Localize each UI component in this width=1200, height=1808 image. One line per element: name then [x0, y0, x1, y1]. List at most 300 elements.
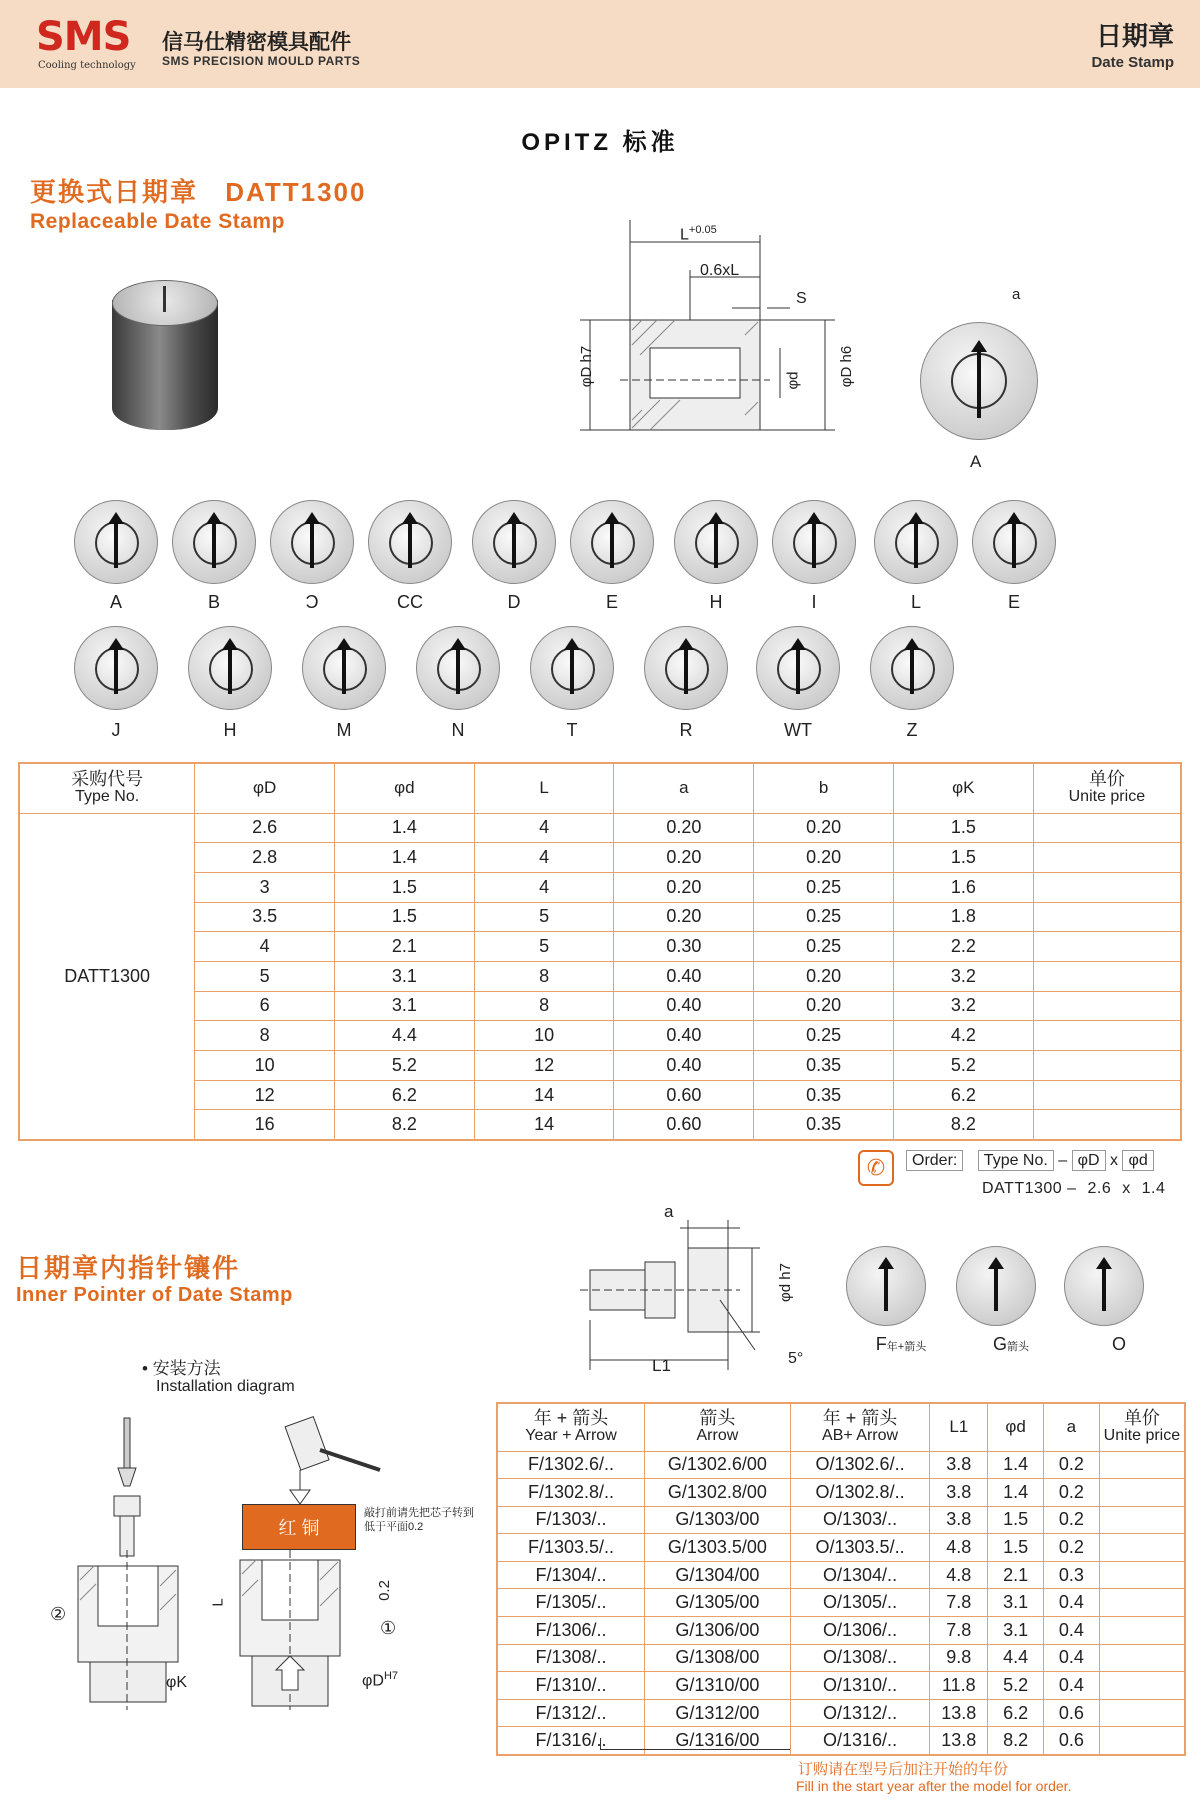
table-cell: F/1305/.. — [497, 1589, 645, 1617]
arrow-icon — [114, 642, 118, 694]
table-cell: 1.5 — [893, 843, 1033, 873]
table-cell: 6 — [195, 991, 335, 1021]
arrow-icon — [977, 344, 981, 418]
table-cell: 0.4 — [1044, 1589, 1100, 1617]
table-cell: 1.4 — [988, 1451, 1044, 1479]
table-cell: F/1303/.. — [497, 1506, 645, 1534]
table-cell: 14 — [474, 1080, 614, 1110]
dim-L — [680, 224, 717, 244]
table-cell: 5.2 — [335, 1051, 475, 1081]
table-cell: 0.35 — [754, 1110, 894, 1140]
dim-phiD-h6: φD h6 — [838, 345, 856, 388]
table-cell: O/1302.6/.. — [790, 1451, 930, 1479]
price-cell — [1033, 813, 1181, 843]
table-cell: 4.2 — [893, 1021, 1033, 1051]
table-cell: 1.5 — [893, 813, 1033, 843]
table2-col-price — [1099, 1403, 1185, 1451]
install-title-cn: • 安装方法 — [142, 1359, 221, 1378]
table-cell: 2.1 — [335, 932, 475, 962]
table-cell: 0.35 — [754, 1051, 894, 1081]
table-cell: 10 — [474, 1021, 614, 1051]
table1-col-type — [19, 763, 195, 813]
table1-col-b: b — [754, 763, 894, 813]
table-cell: G/1305/00 — [645, 1589, 791, 1617]
dial-dialRow2-1 — [188, 626, 272, 710]
table-cell: O/1303.5/.. — [790, 1534, 930, 1562]
header-category-en: Date Stamp — [1091, 54, 1174, 71]
table-cell: 1.4 — [335, 813, 475, 843]
table-cell: 0.20 — [754, 961, 894, 991]
table-cell: 1.6 — [893, 872, 1033, 902]
header-category-cn: 日期章 — [1095, 21, 1174, 51]
pointer-type-code: O — [1111, 1334, 1126, 1354]
pointer-type-label — [966, 1334, 1056, 1355]
table-cell: O/1310/.. — [790, 1672, 930, 1700]
table-cell: 4.4 — [335, 1021, 475, 1051]
dim-phiD-h7: φD h7 — [578, 345, 596, 388]
section2-title-cn: 日期章内指针镶件 — [16, 1253, 241, 1283]
table-cell: 0.20 — [754, 991, 894, 1021]
table-cell: 3.2 — [893, 991, 1033, 1021]
table-cell: 0.4 — [1044, 1672, 1100, 1700]
table1-col-type-cn: 采购代号 — [71, 769, 144, 790]
table-cell: 12 — [195, 1080, 335, 1110]
dial-label: WT — [784, 720, 812, 740]
arrow-icon — [994, 1261, 998, 1311]
table1-col-price-en: Unite price — [1068, 788, 1146, 806]
table2-col-arrow-en: Arrow — [696, 1427, 739, 1445]
table-cell: 0.2 — [1044, 1506, 1100, 1534]
install-dim-02: 0.2 — [375, 1580, 393, 1601]
arrow-icon — [714, 516, 718, 568]
table-cell: 0.20 — [614, 902, 754, 932]
install-dim-phiK: φK — [166, 1674, 188, 1691]
table-cell: 0.25 — [754, 902, 894, 932]
arrow-icon — [1102, 1261, 1106, 1311]
table-cell: G/1306/00 — [645, 1617, 791, 1645]
table2-col-year-arrow — [497, 1403, 645, 1451]
arrow-icon — [570, 642, 574, 694]
table2-col-year-arrow-cn: 年 + 箭头 — [533, 1408, 609, 1429]
table-row — [497, 1644, 1185, 1672]
dial-label: E — [605, 592, 618, 612]
arrow-icon — [456, 642, 460, 694]
table-cell: 9.8 — [930, 1644, 988, 1672]
logo: SMS — [36, 14, 131, 60]
table-cell: 6.2 — [988, 1699, 1044, 1727]
dial-dialRow1-0 — [74, 500, 158, 584]
table1-col-price-cn: 单价 — [1088, 769, 1125, 790]
table-cell: 8.2 — [988, 1727, 1044, 1755]
table-cell: 0.6 — [1044, 1699, 1100, 1727]
install-step-2: ② — [50, 1604, 67, 1624]
price-cell — [1033, 902, 1181, 932]
company-name-cn: 信马仕精密模具配件 — [162, 31, 351, 54]
install-dim-L: L — [209, 1598, 227, 1607]
table-row — [497, 1506, 1185, 1534]
table-cell: 0.40 — [614, 991, 754, 1021]
dim-phid: φd — [784, 371, 802, 390]
install-title-en: Installation diagram — [156, 1378, 295, 1395]
table-cell: 0.35 — [754, 1080, 894, 1110]
table2-col-a: a — [1044, 1403, 1100, 1451]
table-cell: 1.4 — [335, 843, 475, 873]
table-cell: 0.4 — [1044, 1644, 1100, 1672]
table-cell: G/1302.8/00 — [645, 1479, 791, 1507]
dial-label: J — [111, 720, 121, 740]
table-cell: 8 — [474, 991, 614, 1021]
pointer-type-sub: 箭头 — [1007, 1341, 1029, 1353]
dim-ratio: 0.6xL — [700, 262, 740, 279]
arrow-icon — [610, 516, 614, 568]
table2-col-ab-arrow-cn: 年 + 箭头 — [822, 1408, 898, 1429]
table-cell: 0.40 — [614, 961, 754, 991]
pointer-type-2 — [1064, 1246, 1144, 1326]
footnote-cn: 订购请在型号后加注开始的年份 — [798, 1761, 1009, 1778]
table-cell: 3.8 — [930, 1506, 988, 1534]
dial-label: R — [679, 720, 693, 740]
table-cell: 0.25 — [754, 1021, 894, 1051]
table-row — [497, 1561, 1185, 1589]
arrow-icon — [914, 516, 918, 568]
dial-dialRow1-4 — [472, 500, 556, 584]
price-cell — [1099, 1617, 1185, 1645]
order-type-no: Type No. — [978, 1150, 1054, 1171]
dial-view-A — [920, 322, 1038, 440]
table1-col-phid: φd — [335, 763, 475, 813]
pointer-type-1 — [956, 1246, 1036, 1326]
pointer-type-label — [1074, 1334, 1164, 1355]
table-cell: 8 — [474, 961, 614, 991]
table-cell: 14 — [474, 1110, 614, 1140]
order-x: x — [1110, 1152, 1119, 1169]
table-cell: 2.2 — [893, 932, 1033, 962]
pointer-type-label — [856, 1334, 946, 1355]
table-row — [19, 813, 1181, 843]
installation-diagram — [40, 1410, 440, 1710]
table-cell: 0.20 — [614, 843, 754, 873]
price-cell — [1033, 932, 1181, 962]
datt1300-spec-table — [18, 762, 1182, 1141]
table-cell: 8.2 — [893, 1110, 1033, 1140]
price-cell — [1099, 1699, 1185, 1727]
order-example-D: 2.6 — [1087, 1180, 1112, 1197]
type-no-cell: DATT1300 — [19, 813, 195, 1140]
order-phid: φd — [1122, 1150, 1153, 1171]
dim-L-tolerance: +0.05 — [688, 224, 717, 236]
install-dim-H7: H7 — [383, 1670, 398, 1682]
price-cell — [1033, 961, 1181, 991]
table1-col-type-en: Type No. — [75, 788, 140, 806]
table-cell: 0.20 — [754, 813, 894, 843]
dial-dialRow2-4 — [530, 626, 614, 710]
install-dim-phiD — [362, 1670, 398, 1690]
table-cell: G/1304/00 — [645, 1561, 791, 1589]
table-cell: G/1303/00 — [645, 1506, 791, 1534]
footnote-en: Fill in the start year after the model for order. — [796, 1778, 1072, 1794]
dim-L-label: L — [680, 226, 689, 244]
price-cell — [1033, 843, 1181, 873]
product-photo — [112, 280, 218, 452]
table-cell: F/1302.8/.. — [497, 1479, 645, 1507]
table-cell: 6.2 — [335, 1080, 475, 1110]
price-cell — [1033, 1021, 1181, 1051]
pointer-type-0 — [846, 1246, 926, 1326]
price-cell — [1099, 1727, 1185, 1755]
table2-col-L1: L1 — [930, 1403, 988, 1451]
phone-icon: ✆ — [858, 1150, 894, 1186]
table-cell: G/1316/00 — [645, 1727, 791, 1755]
dial-dialRow1-3 — [368, 500, 452, 584]
dial-label: N — [451, 720, 465, 740]
table-cell: 8.2 — [335, 1110, 475, 1140]
section1-title-en: Replaceable Date Stamp — [30, 210, 285, 233]
price-cell — [1033, 991, 1181, 1021]
table-cell: 0.20 — [754, 843, 894, 873]
table-cell: 5.2 — [988, 1672, 1044, 1700]
table-cell: O/1306/.. — [790, 1617, 930, 1645]
dial-dialRow2-0 — [74, 626, 158, 710]
dial-dialRow2-5 — [644, 626, 728, 710]
section1-title-text: 更换式日期章 — [30, 177, 199, 207]
order-label: Order: — [906, 1150, 963, 1171]
table-cell: 0.2 — [1044, 1534, 1100, 1562]
table-cell: 2.1 — [988, 1561, 1044, 1589]
price-cell — [1099, 1644, 1185, 1672]
table-row — [497, 1699, 1185, 1727]
arrow-icon — [1012, 516, 1016, 568]
table-cell: F/1302.6/.. — [497, 1451, 645, 1479]
table-row — [497, 1589, 1185, 1617]
table-cell: 7.8 — [930, 1617, 988, 1645]
pointer-drawing — [580, 1210, 810, 1390]
table2-col-year-arrow-en: Year + Arrow — [525, 1427, 617, 1445]
table-cell: 13.8 — [930, 1727, 988, 1755]
price-cell — [1099, 1672, 1185, 1700]
price-cell — [1033, 1080, 1181, 1110]
pointer-dim-L1: L1 — [652, 1356, 671, 1375]
dial-label: L — [910, 592, 921, 612]
pointer-spec-table — [496, 1402, 1186, 1756]
table-cell: 3.2 — [893, 961, 1033, 991]
table1-col-phiD: φD — [195, 763, 335, 813]
price-cell — [1099, 1479, 1185, 1507]
table-cell: O/1303/.. — [790, 1506, 930, 1534]
dial-dialRow2-3 — [416, 626, 500, 710]
price-cell — [1099, 1589, 1185, 1617]
dim-S: S — [796, 290, 807, 307]
dial-label: H — [223, 720, 237, 740]
table1-col-phiK: φK — [893, 763, 1033, 813]
table-cell: 3.1 — [988, 1589, 1044, 1617]
dial-label: CC — [397, 592, 423, 612]
arrow-icon — [310, 516, 314, 568]
price-cell — [1099, 1561, 1185, 1589]
arrow-icon — [812, 516, 816, 568]
table2-col-arrow — [645, 1403, 791, 1451]
table-cell: G/1310/00 — [645, 1672, 791, 1700]
dial-label: B — [207, 592, 220, 612]
table-cell: 10 — [195, 1051, 335, 1081]
table-cell: 12 — [474, 1051, 614, 1081]
table-cell: 0.25 — [754, 872, 894, 902]
section1-model: DATT1300 — [225, 177, 367, 207]
table-cell: 1.5 — [988, 1534, 1044, 1562]
table-cell: 4 — [195, 932, 335, 962]
table-cell: O/1304/.. — [790, 1561, 930, 1589]
table-cell: O/1312/.. — [790, 1699, 930, 1727]
dial-label: D — [507, 592, 521, 612]
table-cell: 3.8 — [930, 1479, 988, 1507]
table-cell: 0.6 — [1044, 1727, 1100, 1755]
table-cell: 6.2 — [893, 1080, 1033, 1110]
arrow-icon — [910, 642, 914, 694]
footnote-leader — [600, 1738, 790, 1750]
table-row — [497, 1479, 1185, 1507]
table-row — [497, 1451, 1185, 1479]
table-cell: 2.8 — [195, 843, 335, 873]
arrow-icon — [684, 642, 688, 694]
logo-tagline: Cooling technology — [38, 60, 136, 71]
table-cell: 0.60 — [614, 1110, 754, 1140]
table-cell: 1.5 — [335, 902, 475, 932]
table-cell: 5 — [474, 902, 614, 932]
table2-col-price-cn: 单价 — [1123, 1408, 1160, 1429]
table-cell: G/1302.6/00 — [645, 1451, 791, 1479]
table-cell: 0.2 — [1044, 1451, 1100, 1479]
dial-dialRow1-1 — [172, 500, 256, 584]
arrow-icon — [212, 516, 216, 568]
dial-label: T — [566, 720, 578, 740]
table-cell: 13.8 — [930, 1699, 988, 1727]
copper-block: 红 铜 — [242, 1504, 356, 1550]
standard-title: OPITZ 标准 — [521, 129, 679, 156]
view-A-label: A — [970, 452, 982, 471]
table-cell: F/1304/.. — [497, 1561, 645, 1589]
table-cell: 4 — [474, 872, 614, 902]
table-cell: G/1303.5/00 — [645, 1534, 791, 1562]
table-cell: 7.8 — [930, 1589, 988, 1617]
table-cell: F/1312/.. — [497, 1699, 645, 1727]
table-cell: F/1310/.. — [497, 1672, 645, 1700]
table1-col-a: a — [614, 763, 754, 813]
table1-col-L: L — [474, 763, 614, 813]
table-cell: 4 — [474, 843, 614, 873]
table-cell: O/1302.8/.. — [790, 1479, 930, 1507]
table-cell: 1.5 — [988, 1506, 1044, 1534]
order-example-d: 1.4 — [1141, 1180, 1166, 1197]
table1-header-row — [19, 763, 1181, 813]
pointer-type-code: F — [875, 1334, 887, 1354]
table-cell: O/1308/.. — [790, 1644, 930, 1672]
table1-col-price — [1033, 763, 1181, 813]
order-format — [906, 1152, 1154, 1170]
order-phiD: φD — [1072, 1150, 1106, 1171]
price-cell — [1033, 1051, 1181, 1081]
table-cell: 4.8 — [930, 1534, 988, 1562]
table-cell: 0.40 — [614, 1051, 754, 1081]
table2-header-row — [497, 1403, 1185, 1451]
price-cell — [1099, 1506, 1185, 1534]
dial-label: M — [336, 720, 352, 740]
table-cell: 3.5 — [195, 902, 335, 932]
dial-label: Ɔ — [305, 592, 319, 612]
table2-col-phid: φd — [988, 1403, 1044, 1451]
table-cell: 0.25 — [754, 932, 894, 962]
dial-dialRow2-7 — [870, 626, 954, 710]
table-cell: 2.6 — [195, 813, 335, 843]
pointer-dim-angle: 5° — [788, 1350, 804, 1367]
arrow-icon — [512, 516, 516, 568]
table-cell: G/1312/00 — [645, 1699, 791, 1727]
table-cell: 16 — [195, 1110, 335, 1140]
install-step-1: ① — [380, 1618, 397, 1638]
table-cell: 3.1 — [335, 961, 475, 991]
table-cell: 0.20 — [614, 813, 754, 843]
price-cell — [1033, 872, 1181, 902]
dial-label: Z — [906, 720, 918, 740]
table-cell: 4 — [474, 813, 614, 843]
table2-col-arrow-cn: 箭头 — [699, 1408, 736, 1429]
dial-dialRow1-7 — [772, 500, 856, 584]
table-cell: 3 — [195, 872, 335, 902]
pointer-dim-phid: φd h7 — [776, 1263, 794, 1302]
pointer-type-code: G — [992, 1334, 1007, 1354]
install-dim-phiD-label: φD — [362, 1672, 384, 1690]
company-name-en: SMS PRECISION MOULD PARTS — [162, 54, 361, 68]
dial-dialRow2-6 — [756, 626, 840, 710]
arrow-icon — [884, 1261, 888, 1311]
table-cell: 1.4 — [988, 1479, 1044, 1507]
dial-dialRow1-8 — [874, 500, 958, 584]
table-cell: 0.20 — [614, 872, 754, 902]
table2-col-ab-arrow-en: AB+ Arrow — [822, 1427, 899, 1445]
table2-col-ab-arrow — [790, 1403, 930, 1451]
table-cell: F/1303.5/.. — [497, 1534, 645, 1562]
table-cell: F/1316/.. — [497, 1727, 645, 1755]
table1-body — [19, 813, 1181, 1140]
table2-body — [497, 1451, 1185, 1755]
order-example-dash: – — [1067, 1180, 1077, 1197]
install-note: 敲打前请先把芯子转到低于平面0.2 — [364, 1507, 474, 1533]
table-cell: 3.1 — [988, 1617, 1044, 1645]
table-cell: 4.4 — [988, 1644, 1044, 1672]
pointer-dim-a: a — [664, 1202, 674, 1221]
table-cell: 4.8 — [930, 1561, 988, 1589]
table-cell: 0.2 — [1044, 1479, 1100, 1507]
price-cell — [1099, 1451, 1185, 1479]
table-cell: 8 — [195, 1021, 335, 1051]
table-row — [497, 1534, 1185, 1562]
arrow-icon — [342, 642, 346, 694]
table-cell: G/1308/00 — [645, 1644, 791, 1672]
dial-dialRow2-2 — [302, 626, 386, 710]
table-cell: 3.8 — [930, 1451, 988, 1479]
table-cell: 0.60 — [614, 1080, 754, 1110]
section1-title-cn — [30, 172, 366, 209]
dial-label: I — [811, 592, 817, 612]
dial-dialRow1-9 — [972, 500, 1056, 584]
table-cell: 11.8 — [930, 1672, 988, 1700]
table-cell: F/1308/.. — [497, 1644, 645, 1672]
arrow-icon — [408, 516, 412, 568]
section2-title-en: Inner Pointer of Date Stamp — [16, 1284, 293, 1306]
price-cell — [1099, 1534, 1185, 1562]
dim-a: a — [1012, 286, 1021, 303]
order-example — [982, 1180, 1165, 1198]
table-row — [497, 1617, 1185, 1645]
cross-section-drawing — [560, 220, 860, 450]
